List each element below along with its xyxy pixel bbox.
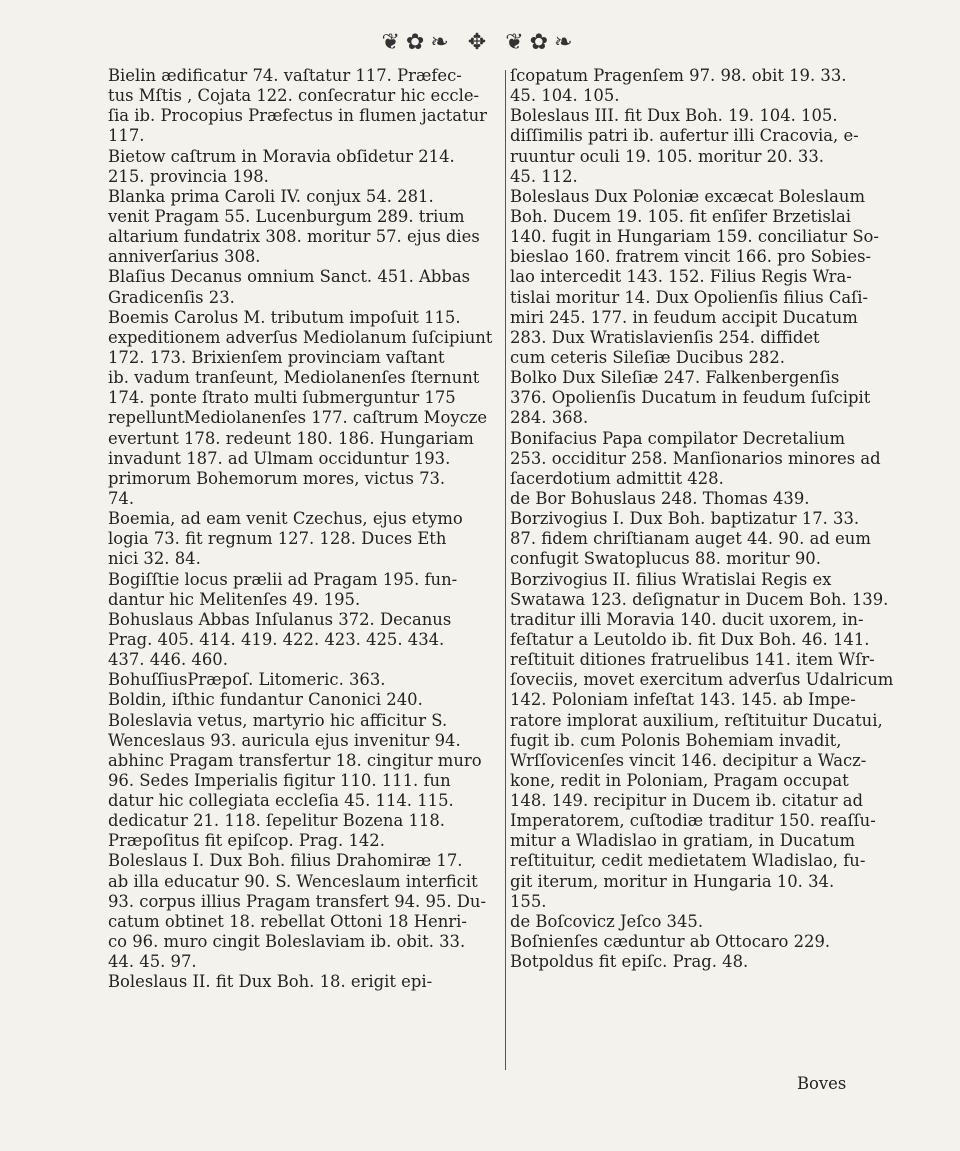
index-line: kone, redit in Poloniam, Pragam occupat: [510, 770, 849, 790]
index-line: lao intercedit 143. 152. Filius Regis Wra-: [510, 267, 852, 287]
index-line: ib. vadum tranſeunt, Mediolanenſes ſternunt: [108, 368, 480, 388]
index-line: Blanka prima Caroli IV. conjux 54. 281.: [108, 186, 434, 206]
index-line: Boemis Carolus M. tributum impoſuit 115.: [108, 307, 461, 327]
index-line: mitur a Wladislao in gratiam, in Ducatum: [510, 831, 856, 851]
index-line: 74.: [108, 488, 135, 508]
index-line: ſoveciis, movet exercitum adverſus Udalricum: [510, 670, 894, 690]
index-line: 284. 368.: [510, 408, 589, 428]
index-line: 142. Poloniam infeſtat 143. 145. ab Impe-: [510, 690, 856, 710]
index-line: Wrſſovicenſes vincit 146. decipitur a Wacz-: [510, 750, 867, 770]
index-line: Boleslavia vetus, martyrio hic afficitur S.: [108, 710, 448, 730]
index-line: logia 73. fit regnum 127. 128. Duces Eth: [108, 529, 447, 549]
index-line: 45. 112.: [510, 166, 578, 186]
catchword: Boves: [797, 1074, 847, 1093]
index-line: Bonifacius Papa compilator Decretalium: [510, 428, 846, 448]
index-line: Bietow caſtrum in Moravia obſidetur 214.: [108, 146, 455, 166]
index-line: anniverſarius 308.: [108, 247, 261, 267]
index-line: catum obtinet 18. rebellat Ottoni 18 Henri-: [108, 911, 467, 931]
index-line: traditur illi Moravia 140. ducit uxorem, in-: [510, 609, 864, 629]
index-line: ratore implorat auxilium, reſtituitur Ducatui,: [510, 710, 883, 730]
index-line: git iterum, moritur in Hungaria 10. 34.: [510, 871, 835, 891]
index-line: ſia ib. Procopius Præfectus in flumen jactatur: [108, 106, 487, 126]
index-line: 215. provincia 198.: [108, 166, 269, 186]
index-line: de Bor Bohuslaus 248. Thomas 439.: [510, 488, 810, 508]
index-line: Boemia, ad eam venit Czechus, ejus etymo: [108, 509, 463, 529]
index-line: abhinc Pragam transfertur 18. cingitur muro: [108, 750, 482, 770]
index-line: expeditionem adverſus Mediolanum ſuſcipiunt: [108, 327, 493, 347]
index-line: nici 32. 84.: [108, 549, 201, 569]
index-line: ſacerdotium admittit 428.: [510, 468, 724, 488]
header-ornament: ❦✿❧ ✥ ❦✿❧: [381, 30, 579, 55]
index-line: venit Pragam 55. Lucenburgum 289. trium: [108, 206, 465, 226]
index-line: 283. Dux Wratislavienſis 254. diffidet: [510, 327, 820, 347]
index-line: Prag. 405. 414. 419. 422. 423. 425. 434.: [108, 629, 445, 649]
index-line: reſtituitur, cedit medietatem Wladislao, fu-: [510, 851, 866, 871]
index-line: feſtatur a Leutoldo ib. fit Dux Boh. 46. 141.: [510, 629, 870, 649]
index-line: miri 245. 177. in feudum accipit Ducatum: [510, 307, 858, 327]
index-line: 45. 104. 105.: [510, 86, 620, 106]
index-line: Bielin ædificatur 74. vaſtatur 117. Præfec-: [108, 66, 462, 85]
index-line: Botpoldus fit epiſc. Prag. 48.: [510, 952, 749, 972]
index-line: Boh. Ducem 19. 105. fit enſifer Brzetislai: [510, 206, 852, 226]
index-line: Boleslaus I. Dux Boh. filius Drahomiræ 17.: [108, 851, 463, 871]
index-line: 148. 149. recipitur in Ducem ib. citatur ad: [510, 791, 864, 811]
index-line: dantur hic Melitenſes 49. 195.: [108, 589, 361, 609]
index-line: datur hic collegiata eccleſia 45. 114. 115.: [108, 791, 454, 811]
index-line: tislai moritur 14. Dux Opolienſis filius Caſi-: [510, 287, 869, 307]
index-line: 437. 446. 460.: [108, 650, 228, 670]
index-line: Bolko Dux Sileſiæ 247. Falkenbergenſis: [510, 368, 840, 388]
index-line: 172. 173. Brixienſem provinciam vaſtant: [108, 347, 445, 367]
index-line: fugit ib. cum Polonis Bohemiam invadit,: [510, 730, 842, 750]
index-line: ab illa educatur 90. S. Wenceslaum interficit: [108, 871, 478, 891]
index-line: 93. corpus illius Pragam transfert 94. 95. Du-: [108, 891, 486, 911]
index-line: 87. fidem chriſtianam auget 44. 90. ad eum: [510, 529, 871, 549]
left-column: [108, 66, 500, 992]
index-line: dedicatur 21. 118. ſepelitur Bozena 118.: [108, 811, 445, 831]
index-line: diſſimilis patri ib. aufertur illi Cracovia, e-: [510, 126, 859, 146]
index-line: Boleslaus II. fit Dux Boh. 18. erigit epi-: [108, 972, 433, 992]
index-line: 155.: [510, 891, 547, 911]
index-line: altarium fundatrix 308. moritur 57. ejus dies: [108, 227, 480, 247]
index-line: bieslao 160. fratrem vincit 166. pro Sobies-: [510, 247, 872, 267]
index-line: evertunt 178. redeunt 180. 186. Hungariam: [108, 428, 474, 448]
index-line: tus Mſtis , Cojata 122. conſecratur hic eccle-: [108, 86, 480, 106]
index-line: 174. ponte ſtrato multi ſubmerguntur 175: [108, 388, 456, 408]
index-line: cum ceteris Sileſiæ Ducibus 282.: [510, 347, 785, 367]
index-line: repelluntMediolanenſes 177. caſtrum Moycze: [108, 408, 488, 428]
index-line: Boleslaus III. fit Dux Boh. 19. 104. 105.: [510, 106, 838, 126]
right-column: [510, 66, 905, 972]
index-line: 117.: [108, 126, 145, 146]
index-line: 96. Sedes Imperialis figitur 110. 111. fun: [108, 770, 451, 790]
index-line: 140. fugit in Hungariam 159. conciliatur So-: [510, 227, 879, 247]
index-line: Præpoſitus fit epiſcop. Prag. 142.: [108, 831, 385, 851]
index-line: Boſnienſes cæduntur ab Ottocaro 229.: [510, 932, 831, 952]
index-line: de Boſcovicz Jeſco 345.: [510, 911, 704, 931]
index-line: 44. 45. 97.: [108, 952, 197, 972]
index-line: confugit Swatoplucus 88. moritur 90.: [510, 549, 821, 569]
index-line: Bogiſſtie locus prælii ad Pragam 195. fun-: [108, 569, 458, 589]
index-line: Wenceslaus 93. auricula ejus invenitur 94.: [108, 730, 461, 750]
index-line: Gradicenſis 23.: [108, 287, 235, 307]
index-line: 253. occiditur 258. Manſionarios minores ad: [510, 448, 881, 468]
index-line: primorum Bohemorum mores, victus 73.: [108, 468, 446, 488]
index-line: Borzivogius I. Dux Boh. baptizatur 17. 33.: [510, 509, 860, 529]
index-line: Bohuslaus Abbas Inſulanus 372. Decanus: [108, 609, 452, 629]
index-line: Boleslaus Dux Poloniæ excæcat Boleslaum: [510, 186, 866, 206]
column-divider: [505, 70, 506, 1070]
index-line: Borzivogius II. filius Wratislai Regis ex: [510, 569, 832, 589]
index-line: Boldin, iſthic fundantur Canonici 240.: [108, 690, 423, 710]
index-line: ruuntur oculi 19. 105. moritur 20. 33.: [510, 146, 824, 166]
index-line: ſcopatum Pragenſem 97. 98. obit 19. 33.: [510, 66, 847, 85]
index-line: co 96. muro cingit Boleslaviam ib. obit. 33.: [108, 932, 466, 952]
index-line: 376. Opolienſis Ducatum in feudum ſuſcipit: [510, 388, 871, 408]
index-line: Swatawa 123. deſignatur in Ducem Boh. 139.: [510, 589, 889, 609]
index-line: Blaſius Decanus omnium Sanct. 451. Abbas: [108, 267, 471, 287]
index-line: BohuſſiusPræpoſ. Litomeric. 363.: [108, 670, 386, 690]
index-line: Imperatorem, cuſtodiæ traditur 150. reaſſu-: [510, 811, 876, 831]
index-line: invadunt 187. ad Ulmam occiduntur 193.: [108, 448, 451, 468]
index-line: reſtituit ditiones fratruelibus 141. item Wſr-: [510, 650, 875, 670]
